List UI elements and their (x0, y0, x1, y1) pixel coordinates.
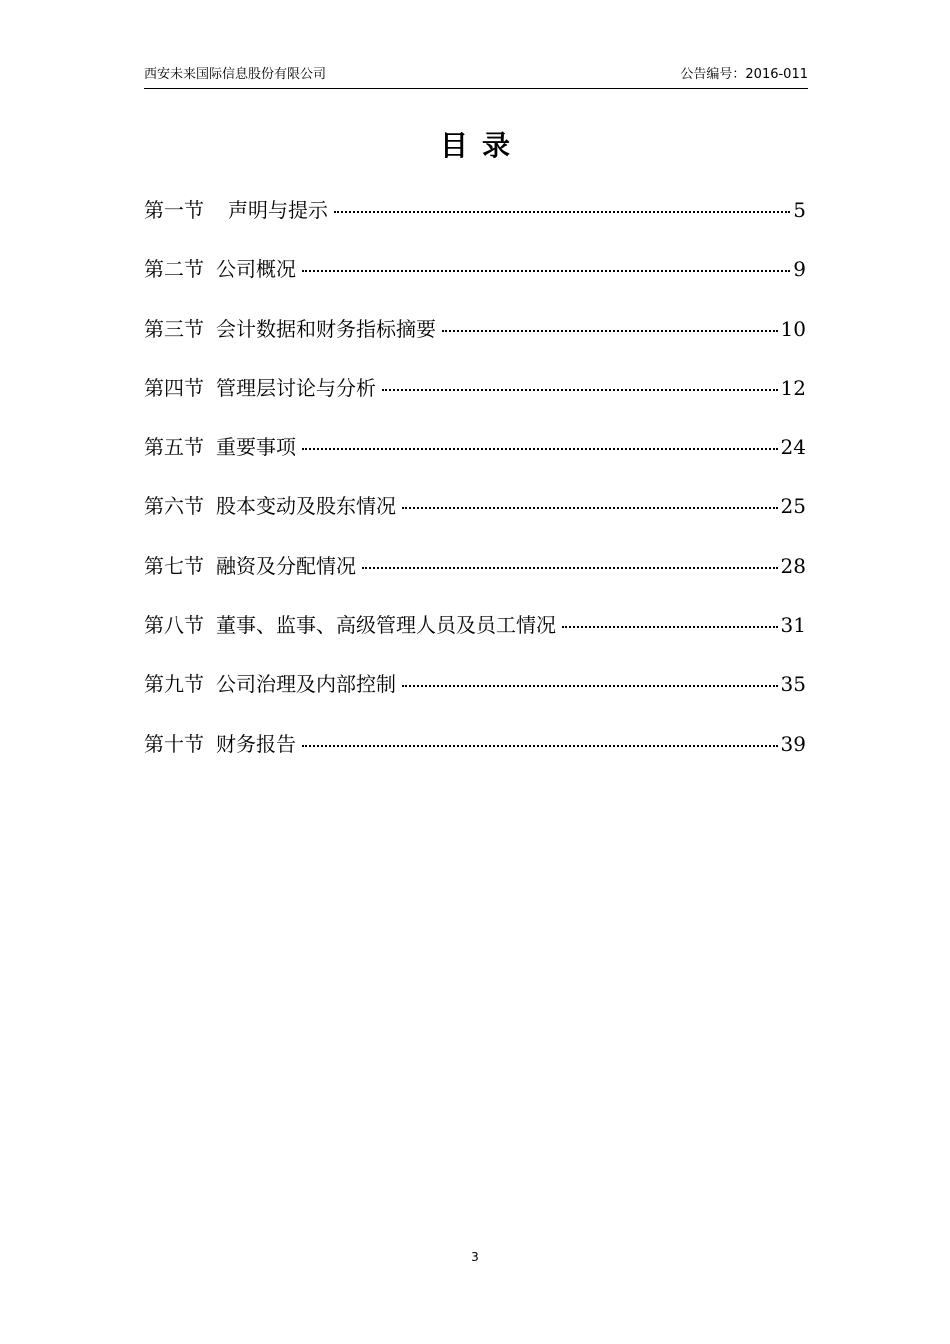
toc-section-number: 第六节 (144, 494, 204, 519)
toc-section-number: 第七节 (144, 553, 204, 578)
toc-entry[interactable] (144, 433, 806, 492)
toc-dot-leader (362, 566, 778, 569)
toc-page-number: 31 (780, 613, 806, 638)
toc-dot-leader (302, 447, 778, 450)
header-announcement-number: 公告编号：2016-011 (680, 67, 808, 82)
toc-section-name: 融资及分配情况 (216, 553, 356, 578)
toc-section-name: 股本变动及股东情况 (216, 494, 396, 519)
page-header (144, 66, 808, 89)
toc-section-name: 财务报告 (216, 731, 296, 756)
toc-page-number: 24 (780, 435, 806, 460)
toc-page-number: 10 (780, 316, 806, 341)
toc-section-number: 第四节 (144, 375, 204, 400)
toc-section-number: 第五节 (144, 435, 204, 460)
toc-entry[interactable] (144, 552, 806, 611)
toc-page-number: 28 (780, 553, 806, 578)
toc-entry[interactable] (144, 730, 806, 789)
toc-page-number: 9 (793, 257, 806, 282)
toc-entry[interactable] (144, 374, 806, 433)
toc-dot-leader (302, 269, 790, 272)
toc-title: 目录 (439, 129, 524, 162)
toc-section-number: 第八节 (144, 613, 204, 638)
toc-section-name: 公司治理及内部控制 (216, 672, 396, 697)
toc-dot-leader (442, 329, 778, 332)
page-footer-number: 3 (471, 1250, 479, 1264)
toc-dot-leader (402, 684, 778, 687)
toc-entry[interactable] (144, 255, 806, 314)
toc-section-name: 董事、监事、高级管理人员及员工情况 (216, 613, 556, 638)
toc-section-name: 会计数据和财务指标摘要 (216, 316, 436, 341)
toc-section-number: 第十节 (144, 731, 204, 756)
toc-dot-leader (334, 210, 790, 213)
toc-section-name: 声明与提示 (228, 198, 328, 222)
toc-section-number: 第三节 (144, 316, 204, 341)
toc-dot-leader (382, 388, 778, 391)
toc-section-number: 第一节 (144, 198, 204, 222)
toc-section-name: 公司概况 (216, 257, 296, 282)
toc-page-number: 12 (780, 375, 806, 400)
header-company-name: 西安未来国际信息股份有限公司 (144, 67, 327, 82)
toc-entry[interactable] (144, 611, 806, 670)
toc-section-name: 重要事项 (216, 435, 296, 460)
toc-section-number: 第九节 (144, 672, 204, 697)
toc-section-number: 第二节 (144, 257, 204, 282)
toc-entry[interactable] (144, 670, 806, 729)
toc-dot-leader (302, 744, 778, 747)
toc-page-number: 25 (780, 494, 806, 519)
toc-entry[interactable] (144, 492, 806, 551)
toc-entry[interactable] (144, 196, 806, 255)
table-of-contents (144, 196, 806, 789)
toc-dot-leader (562, 625, 778, 628)
toc-page-number: 35 (780, 672, 806, 697)
toc-section-name: 管理层讨论与分析 (216, 375, 376, 400)
toc-page-number: 5 (793, 198, 806, 222)
toc-page-number: 39 (780, 731, 806, 756)
toc-entry[interactable] (144, 315, 806, 374)
toc-dot-leader (402, 506, 778, 509)
